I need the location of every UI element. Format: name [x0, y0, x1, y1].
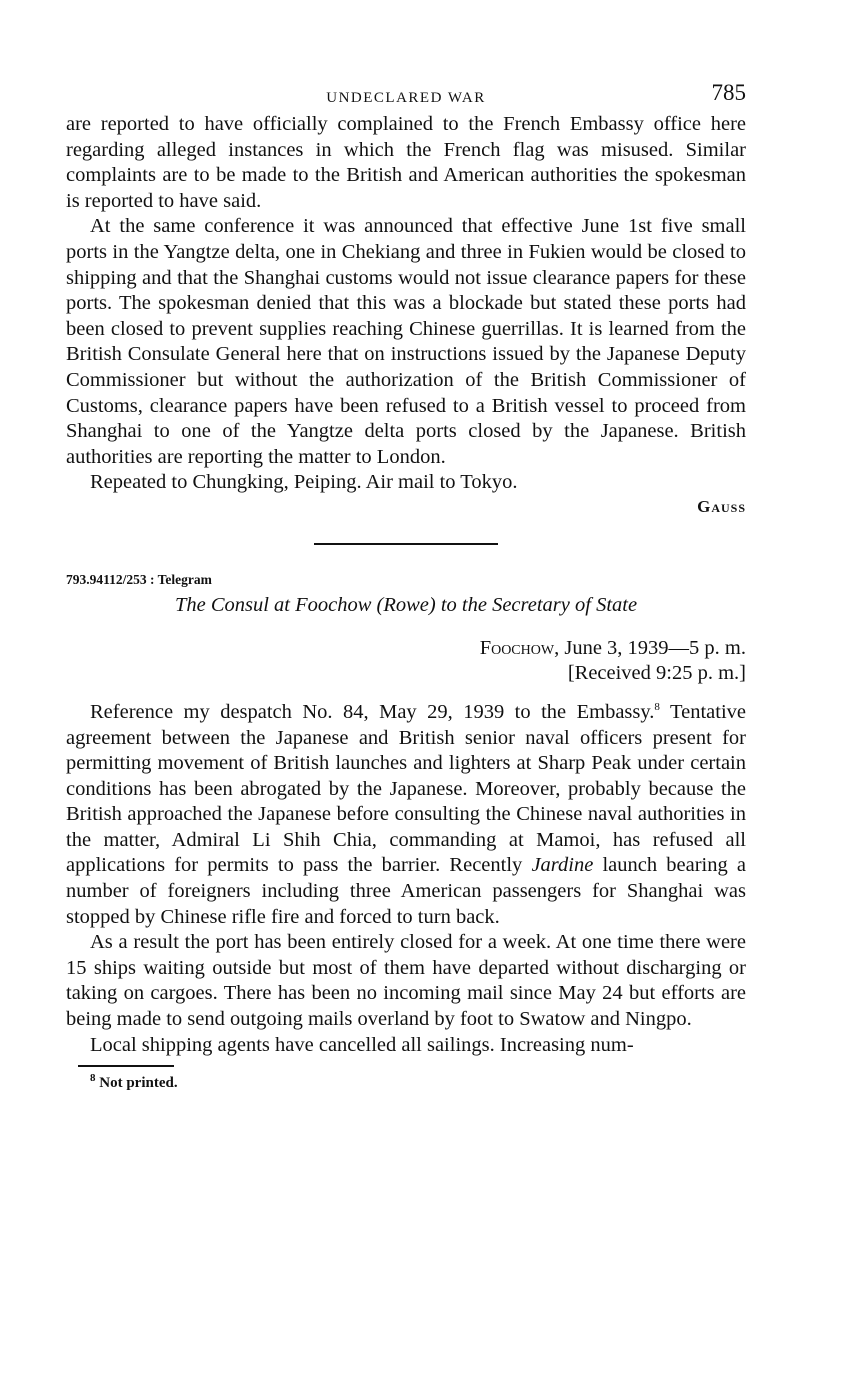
footnote [90, 1071, 746, 1092]
paragraph-reference-middle: Tentative agreement between the Japanese and British senior naval officers present for permitting movement of British launches and lighters at Sharp Peak under certain conditions has been abrogated by the Japanese. Moreover, probably because the British approached the Japanese before consulting the Chinese naval authorities in the matter, Admiral Li Shih Chia, commanding at Mamoi, has refused all applications for permits to pass the barrier. Recently [66, 700, 746, 877]
footnote-mark: 8 [90, 1071, 96, 1084]
footnote-text: Not printed. [95, 1074, 178, 1091]
dateline [66, 636, 746, 661]
paragraph-shipping-agents: Local shipping agents have cancelled all sailings. Increasing num- [90, 1033, 634, 1056]
dateline-place: Foochow, [479, 636, 560, 659]
footnote-rule [78, 1065, 174, 1067]
paragraph-port-closed: As a result the port has been entirely closed for a week. At one time there were 15 ships waiting outside but most of them have departed without discharging or taking on cargoes. There has been no incoming mail since May 24 but efforts are being made to send outgoing mails overland by foot to Swatow and Ningpo. [66, 931, 746, 1031]
paragraph-repeated: Repeated to Chungking, Peiping. Air mail to Tokyo. [90, 471, 518, 494]
paragraph-reference [66, 700, 746, 930]
document-title: The Consul at Foochow (Rowe) to the Secretary of State [174, 593, 638, 616]
running-header [66, 78, 746, 112]
paragraph-continuation: are reported to have officially complained to the French Embassy office here regarding alleged instances in which the French flag was misused. Similar complaints are to be made to the British and American authorities the spokesman is reported to have said. [66, 113, 746, 212]
ship-name: Jardine [531, 854, 594, 877]
footnote-reference: 8 [654, 701, 660, 714]
page-number: 785 [711, 80, 746, 105]
page-content [66, 78, 746, 1092]
section-separator [314, 543, 498, 545]
paragraph-reference-start: Reference my despatch No. 84, May 29, 1939 to the Embassy. [90, 700, 655, 723]
paragraph-conference: At the same conference it was announced that effective June 1st five small ports in the Yangtze delta, one in Chekiang and three in Fukien would be closed to shipping and that the Shanghai customs would not issue clearance papers for these ports. The spokesman denied that this was a blockade but stated these ports had been closed to prevent supplies reaching Chinese guerrillas. It is learned from the British Consulate General here that on instructions issued by the Japanese Deputy Commissioner but without the authorization of the British Commissioner of Customs, clearance papers have been refused to a British vessel to proceed from Shanghai to one of the Yangtze delta ports closed by the Japanese. British authorities are reporting the matter to London. [66, 215, 746, 468]
received-time: [Received 9:25 p. m.] [567, 661, 746, 684]
paragraph-reference-end: launch bearing a number of foreigners including three American passengers for Shanghai was stopped by Chinese rifle fire and forced to turn back. [66, 854, 746, 928]
signature: Gauss [697, 496, 746, 516]
dateline-date: June 3, 1939—5 p. m. [559, 636, 746, 659]
file-reference: 793.94112/253 : Telegram [66, 571, 212, 587]
running-title: UNDECLARED WAR [326, 90, 486, 106]
